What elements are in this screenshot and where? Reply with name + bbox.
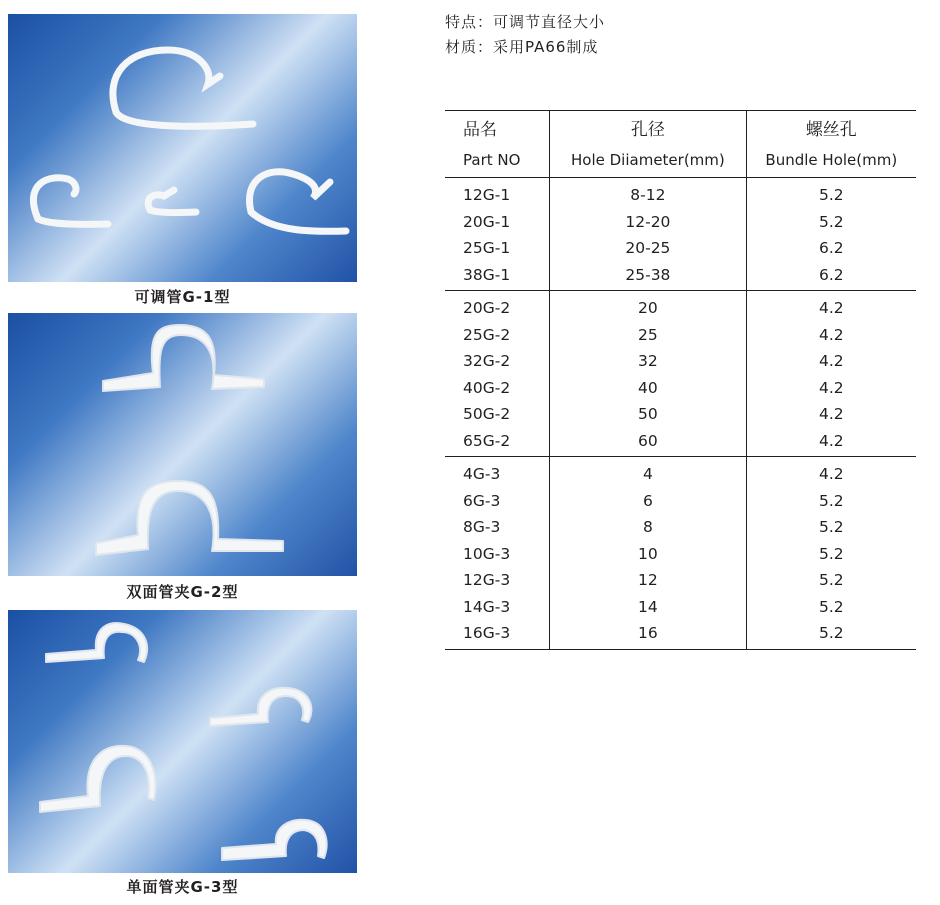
part-no-cell: 12G-3 bbox=[463, 571, 511, 590]
part-no-cell: 10G-3 bbox=[463, 544, 511, 563]
single-sided-clamp-g3-photo bbox=[8, 610, 357, 873]
hole-diameter-cell: 4 bbox=[550, 457, 746, 488]
bundle-hole-cell: 4.2 bbox=[818, 378, 844, 397]
part-no-cell: 16G-3 bbox=[445, 620, 550, 649]
header-part-no: Part NO bbox=[445, 143, 550, 178]
bundle-hole-cell: 4.2 bbox=[746, 428, 916, 457]
hole-diameter-cell: 12 bbox=[550, 567, 746, 594]
hole-diameter-cell: 32 bbox=[550, 348, 746, 375]
table-row bbox=[445, 488, 916, 515]
part-no-cell: 38G-1 bbox=[445, 262, 550, 291]
hole-diameter-cell: 16 bbox=[550, 620, 746, 649]
header-row-en bbox=[445, 143, 916, 178]
bundle-hole-cell: 5.2 bbox=[818, 491, 844, 510]
bundle-hole-cell: 5.2 bbox=[818, 571, 844, 590]
adjustable-clamp-g1-photo bbox=[8, 14, 357, 282]
hole-diameter-cell: 50 bbox=[550, 401, 746, 428]
table-row bbox=[445, 262, 916, 291]
part-no-cell: 65G-2 bbox=[445, 428, 550, 457]
part-no-cell: 20G-2 bbox=[463, 299, 511, 318]
bundle-hole-cell: 6.2 bbox=[746, 262, 916, 291]
part-no-cell: 32G-2 bbox=[463, 352, 511, 371]
table-row bbox=[445, 348, 916, 375]
table-row bbox=[445, 401, 916, 428]
bundle-hole-cell: 4.2 bbox=[818, 465, 844, 484]
part-no-cell: 8G-3 bbox=[463, 518, 501, 537]
part-no-cell: 6G-3 bbox=[463, 491, 501, 510]
bundle-hole-cell: 4.2 bbox=[818, 352, 844, 371]
hole-diameter-cell: 6 bbox=[550, 488, 746, 515]
bundle-hole-cell: 5.2 bbox=[818, 597, 844, 616]
part-no-cell: 20G-1 bbox=[463, 212, 511, 231]
bundle-hole-cell: 6.2 bbox=[818, 239, 844, 258]
part-no-cell: 12G-1 bbox=[463, 186, 511, 205]
table-row bbox=[445, 541, 916, 568]
bundle-hole-cell: 5.2 bbox=[818, 518, 844, 537]
double-sided-clamp-g2-photo bbox=[8, 313, 357, 576]
table-row bbox=[445, 209, 916, 236]
bundle-hole-cell: 5.2 bbox=[818, 186, 844, 205]
table-row bbox=[445, 514, 916, 541]
spec-table-body bbox=[445, 178, 916, 650]
part-no-cell: 4G-3 bbox=[463, 465, 501, 484]
part-no-cell: 25G-1 bbox=[463, 239, 511, 258]
material-text: 材质：采用PA66制成 bbox=[445, 38, 599, 56]
table-row bbox=[445, 594, 916, 621]
part-no-cell: 25G-2 bbox=[463, 325, 511, 344]
header-screw-hole: 螺丝孔 bbox=[746, 111, 916, 144]
table-row bbox=[445, 375, 916, 402]
bundle-hole-cell: 4.2 bbox=[818, 405, 844, 424]
hole-diameter-cell: 40 bbox=[550, 375, 746, 402]
header-part-name: 品名 bbox=[445, 111, 550, 144]
hole-diameter-cell: 12-20 bbox=[550, 209, 746, 236]
product-caption-g2: 双面管夹G-2型 bbox=[126, 583, 239, 601]
spec-table bbox=[445, 110, 916, 650]
hole-diameter-cell: 8 bbox=[550, 514, 746, 541]
bundle-hole-cell: 4.2 bbox=[818, 325, 844, 344]
table-row bbox=[445, 235, 916, 262]
hole-diameter-cell: 8-12 bbox=[550, 178, 746, 209]
header-hole-diameter: 孔径 bbox=[550, 111, 746, 144]
table-row bbox=[445, 457, 916, 488]
bundle-hole-cell: 5.2 bbox=[818, 544, 844, 563]
hole-diameter-cell: 25 bbox=[550, 322, 746, 349]
table-row bbox=[445, 428, 916, 457]
part-no-cell: 50G-2 bbox=[463, 405, 511, 424]
hole-diameter-cell: 25-38 bbox=[550, 262, 746, 291]
table-row bbox=[445, 178, 916, 209]
feature-text: 特点：可调节直径大小 bbox=[445, 13, 606, 31]
hole-diameter-cell: 14 bbox=[550, 594, 746, 621]
part-no-cell: 14G-3 bbox=[463, 597, 511, 616]
header-bundle-hole: Bundle Hole(mm) bbox=[746, 143, 916, 178]
hole-diameter-cell: 20 bbox=[550, 291, 746, 322]
bundle-hole-cell: 5.2 bbox=[818, 212, 844, 231]
table-row bbox=[445, 291, 916, 322]
hole-diameter-cell: 20-25 bbox=[550, 235, 746, 262]
bundle-hole-cell: 5.2 bbox=[746, 620, 916, 649]
table-row bbox=[445, 567, 916, 594]
table-row bbox=[445, 322, 916, 349]
part-no-cell: 40G-2 bbox=[463, 378, 511, 397]
hole-diameter-cell: 10 bbox=[550, 541, 746, 568]
bundle-hole-cell: 4.2 bbox=[818, 299, 844, 318]
table-row bbox=[445, 620, 916, 649]
header-hole-diameter-en: Hole Diiameter(mm) bbox=[550, 143, 746, 178]
product-caption-g1: 可调管G-1型 bbox=[134, 288, 231, 306]
product-caption-g3: 单面管夹G-3型 bbox=[126, 878, 239, 896]
hole-diameter-cell: 60 bbox=[550, 428, 746, 457]
header-row-cn bbox=[445, 111, 916, 144]
